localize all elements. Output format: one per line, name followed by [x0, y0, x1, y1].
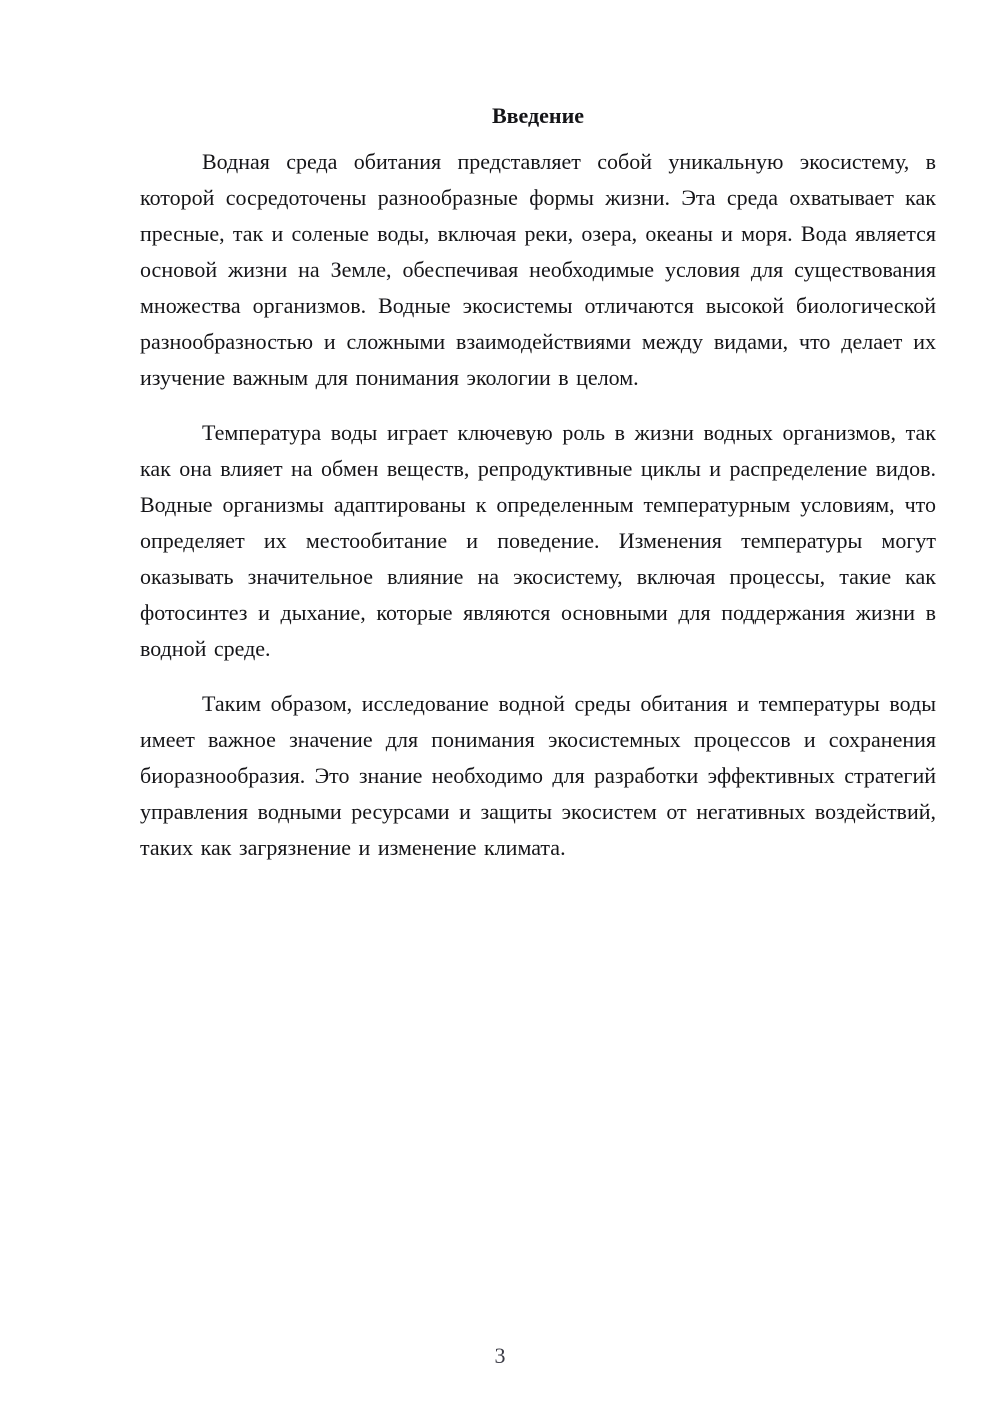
page-number: 3	[494, 1343, 506, 1368]
paragraph-conclusion: Таким образом, исследование водной среды обитания и температуры воды имеет важное значение для понимания экосистемных процессов и сохранения биоразнообразия. Это знание необходимо для разработки эффективных стратегий управления водными ресурсами и защиты экосистем от негативных воздействий, таких как загрязнение и изменение климата.	[140, 691, 936, 860]
page-title: Введение	[491, 103, 585, 128]
paragraph-temperature: Температура воды играет ключевую роль в жизни водных организмов, так как она влияет на обмен веществ, репродуктивные циклы и распределение видов. Водные организмы адаптированы к определенным температурным условиям, что определяет их местообитание и поведение. Изменения температуры могут оказывать значительное влияние на экосистему, включая процессы, такие как фотосинтез и дыхание, которые являются основными для поддержания жизни в водной среде.	[140, 420, 936, 661]
paragraph-intro: Водная среда обитания представляет собой уникальную экосистему, в которой сосредоточены разнообразные формы жизни. Эта среда охватывает как пресные, так и соленые воды, включая реки, озера, океаны и моря. Вода является основой жизни на Земле, обеспечивая необходимые условия для существования множества организмов. Водные экосистемы отличаются высокой биологической разнообразностью и сложными взаимодействиями между видами, что делает их изучение важным для понимания экологии в целом.	[140, 149, 936, 390]
